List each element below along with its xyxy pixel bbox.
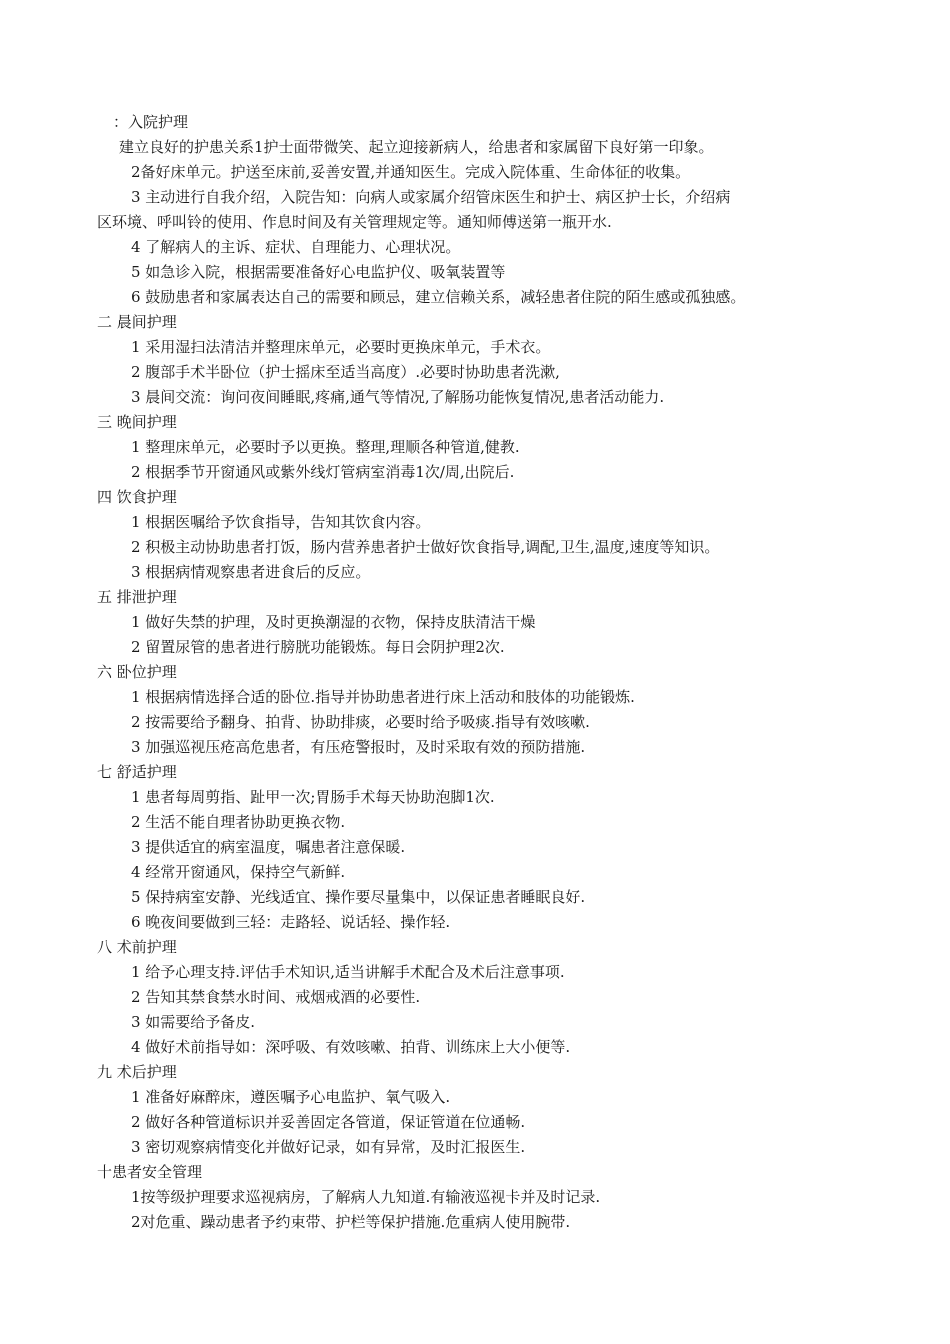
section-title-diet-care: 四 饮食护理 (97, 488, 177, 506)
section-title-postop-care: 九 术后护理 (97, 1063, 177, 1081)
list-item: 1 给予心理支持.评估手术知识,适当讲解手术配合及术后注意事项. (131, 963, 565, 981)
list-item: 1 采用湿扫法清洁并整理床单元，必要时更换床单元，手术衣。 (131, 338, 551, 356)
list-item: 3 根据病情观察患者进食后的反应。 (131, 563, 371, 581)
section-title-excretion-care: 五 排泄护理 (97, 588, 177, 606)
list-item: 2 做好各种管道标识并妥善固定各管道，保证管道在位通畅. (131, 1113, 526, 1131)
list-item: 6 鼓励患者和家属表达自己的需要和顾忌，建立信赖关系，减轻患者住院的陌生感或孤独感。 (131, 288, 746, 306)
list-item: 1 患者每周剪指、趾甲一次;胃肠手术每天协助泡脚1次. (131, 788, 495, 806)
section-title-comfort-care: 七 舒适护理 (97, 763, 177, 781)
document-page (0, 110, 950, 1235)
list-item: 1 做好失禁的护理，及时更换潮湿的衣物，保持皮肤清洁干燥 (131, 613, 536, 631)
list-item: 2 留置尿管的患者进行膀胱功能锻炼。每日会阴护理2次. (131, 638, 505, 656)
list-item: 2备好床单元。护送至床前,妥善安置,并通知医生。完成入院体重、生命体征的收集。 (131, 163, 691, 181)
list-item: 2 腹部手术半卧位（护士摇床至适当高度）.必要时协助患者洗漱, (131, 363, 560, 381)
list-item: 1 根据医嘱给予饮食指导，告知其饮食内容。 (131, 513, 431, 531)
section-title-admission: ：入院护理 (113, 113, 189, 131)
list-item: 1按等级护理要求巡视病房，了解病人九知道.有输液巡视卡并及时记录. (131, 1188, 601, 1206)
list-item: 3 晨间交流：询问夜间睡眠,疼痛,通气等情况,了解肠功能恢复情况,患者活动能力. (131, 388, 665, 406)
list-item: 2对危重、躁动患者予约束带、护栏等保护措施.危重病人使用腕带. (131, 1213, 571, 1231)
list-item: 建立良好的护患关系1护士面带微笑、起立迎接新病人，给患者和家属留下良好第一印象。 (119, 138, 714, 156)
list-item: 2 按需要给予翻身、拍背、协助排痰，必要时给予吸痰.指导有效咳嗽. (131, 713, 590, 731)
list-item: 2 告知其禁食禁水时间、戒烟戒酒的必要性. (131, 988, 421, 1006)
list-item: 5 如急诊入院，根据需要准备好心电监护仪、吸氧装置等 (131, 263, 506, 281)
list-item: 3 主动进行自我介绍，入院告知：向病人或家属介绍管床医生和护士、病区护士长，介绍病 (131, 188, 731, 206)
list-item: 3 加强巡视压疮高危患者，有压疮警报时，及时采取有效的预防措施. (131, 738, 586, 756)
list-item: 3 如需要给予备皮. (131, 1013, 256, 1031)
list-item: 5 保持病室安静、光线适宜、操作要尽量集中，以保证患者睡眠良好. (131, 888, 586, 906)
list-item: 4 了解病人的主诉、症状、自理能力、心理状况。 (131, 238, 461, 256)
section-title-preop-care: 八 术前护理 (97, 938, 177, 956)
list-item: 3 提供适宜的病室温度，嘱患者注意保暖. (131, 838, 406, 856)
section-title-safety-management: 十患者安全管理 (97, 1163, 203, 1181)
list-item: 2 生活不能自理者协助更换衣物. (131, 813, 346, 831)
list-item: 4 经常开窗通风，保持空气新鲜. (131, 863, 346, 881)
list-item-continuation: 区环境、呼叫铃的使用、作息时间及有关管理规定等。通知师傅送第一瓶开水. (97, 213, 612, 231)
list-item: 4 做好术前指导如：深呼吸、有效咳嗽、拍背、训练床上大小便等. (131, 1038, 571, 1056)
section-title-position-care: 六 卧位护理 (97, 663, 177, 681)
list-item: 2 根据季节开窗通风或紫外线灯管病室消毒1次/周,出院后. (131, 463, 515, 481)
list-item: 3 密切观察病情变化并做好记录，如有异常，及时汇报医生. (131, 1138, 526, 1156)
list-item: 6 晚夜间要做到三轻：走路轻、说话轻、操作轻. (131, 913, 451, 931)
list-item: 1 准备好麻醉床，遵医嘱予心电监护、氧气吸入. (131, 1088, 451, 1106)
list-item: 1 整理床单元，必要时予以更换。整理,理顺各种管道,健教. (131, 438, 520, 456)
section-title-evening-care: 三 晚间护理 (97, 413, 177, 431)
list-item: 2 积极主动协助患者打饭，肠内营养患者护士做好饮食指导,调配,卫生,温度,速度等知识。 (131, 538, 720, 556)
section-title-morning-care: 二 晨间护理 (97, 313, 177, 331)
list-item: 1 根据病情选择合适的卧位.指导并协助患者进行床上活动和肢体的功能锻炼. (131, 688, 635, 706)
